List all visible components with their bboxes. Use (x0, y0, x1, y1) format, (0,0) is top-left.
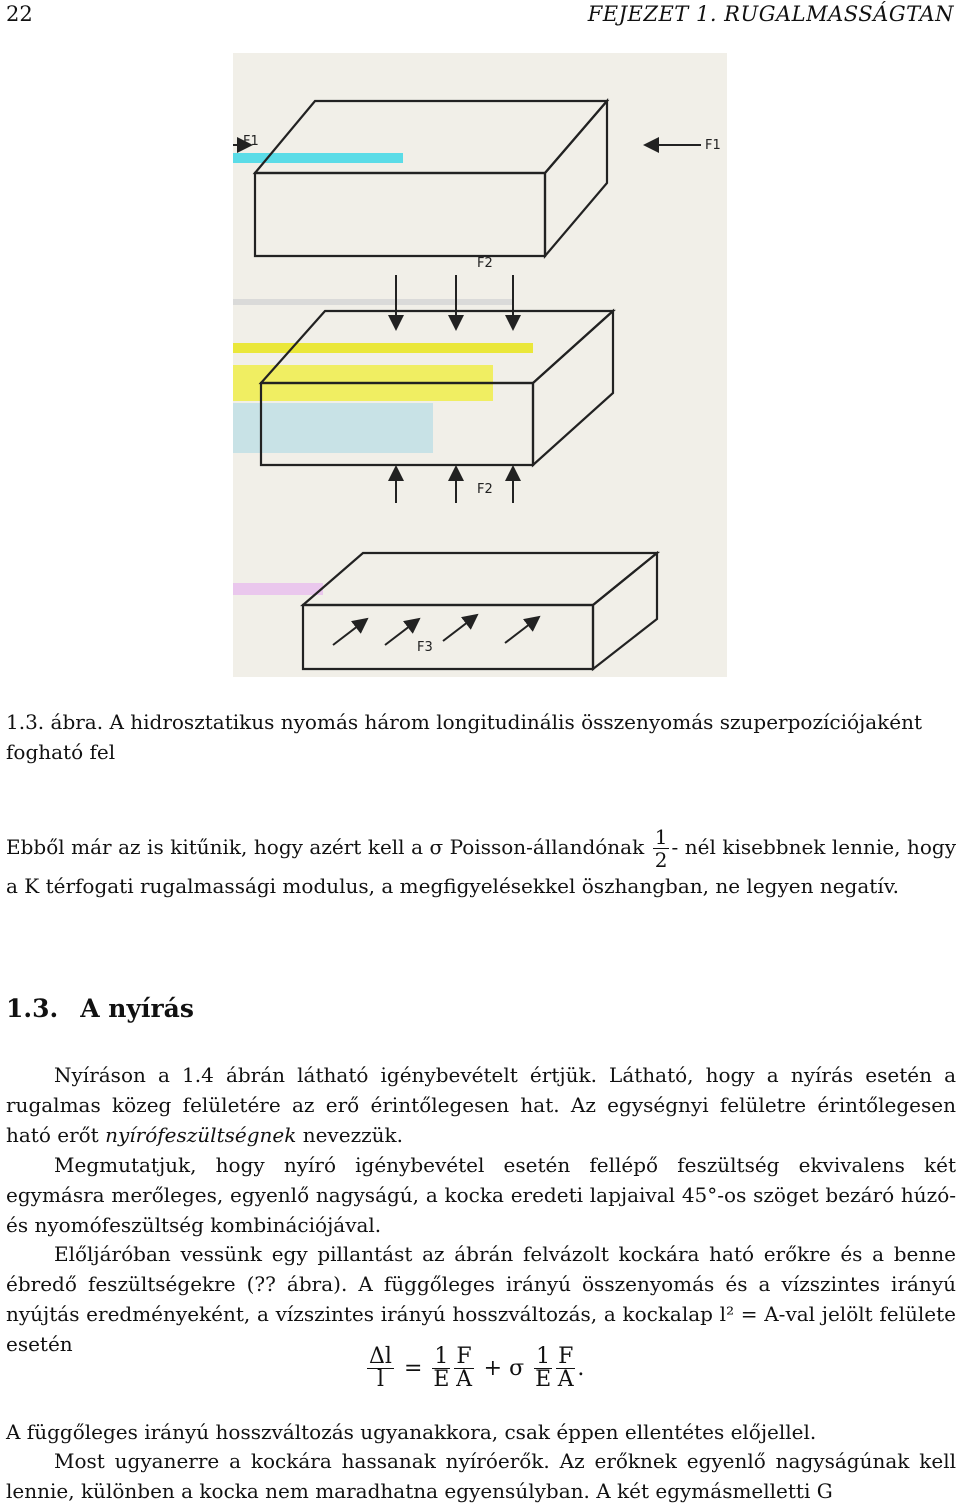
equation-period: . (577, 1356, 585, 1381)
scan-streak (233, 343, 533, 353)
fraction-f-over-a (556, 1346, 575, 1391)
paragraph-text: Most ugyanerre a kockára hassanak nyíróerők. Az erőknek egyenlő nagyságúnak kell lennie, különben a kocka nem maradhatna egyensúlyban. A két egymásmelletti G (6, 1449, 956, 1503)
arrow-f3 (505, 617, 539, 643)
paragraph-text: Nyíráson a 1.4 ábrán látható igénybevételt értjük. Látható, hogy a nyírás esetén a rugalmas közeg felületére az erő érintőlegesen hat. Az egységnyi felületre érintőlegesen ható erőt (6, 1063, 956, 1147)
paragraph-poisson (6, 826, 956, 901)
section-heading (6, 994, 194, 1023)
cube-1 (255, 101, 607, 256)
arrow-f3 (333, 619, 367, 645)
plus-sigma: + σ (483, 1356, 525, 1381)
paragraph-shear-forces (6, 1446, 956, 1506)
fraction-denominator: E (535, 1367, 552, 1392)
fraction-f-over-a (454, 1346, 473, 1391)
label-f2-top: F2 (477, 256, 493, 271)
scan-streak (233, 299, 513, 305)
paragraph-text: nevezzük. (302, 1123, 404, 1147)
label-f3: F3 (417, 640, 433, 655)
paragraph-forces (6, 1239, 956, 1359)
paragraph-text: Előljáróban vessünk egy pillantást az ábrán felvázolt kockára ható erőkre és a benne ébredő feszültségekre (?? ábra). A függőleges irányú összenyomás és a vízszintes irányú nyújtás eredményeként, a vízszintes irányú hosszváltozás, a kockalap l² = A-val jelölt felülete esetén (6, 1242, 956, 1356)
fraction-denominator: l (376, 1367, 384, 1392)
equals-sign: = (403, 1356, 423, 1381)
fraction-numerator: 1 (654, 825, 668, 849)
fraction-numerator: F (456, 1344, 472, 1369)
scan-streak (233, 403, 433, 453)
fraction-one-over-e (534, 1346, 552, 1391)
arrow-f3 (385, 619, 419, 645)
paragraph-shear-definition (6, 1060, 956, 1150)
label-f1-right: F1 (705, 138, 721, 153)
figure-cubes (233, 53, 727, 677)
fraction-numerator: 1 (434, 1344, 449, 1369)
emphasized-term: nyírófeszültségnek (105, 1123, 297, 1147)
figure-drawing (233, 53, 727, 677)
caption-label: 1.3. ábra. (6, 710, 104, 734)
fraction-denominator: E (433, 1367, 450, 1392)
paragraph-text: Ebből már az is kitűnik, hogy azért kell a σ Poisson-állandónak (6, 835, 645, 859)
equation (365, 1346, 584, 1391)
paragraph-text: A függőleges irányú hosszváltozás ugyanakkora, csak éppen ellentétes előjellel. (6, 1420, 817, 1444)
section-number: 1.3. (6, 994, 59, 1023)
fraction-delta-l (367, 1346, 394, 1391)
page-number: 22 (6, 2, 33, 26)
label-f1: F1 (243, 134, 259, 149)
paragraph-text: Megmutatjuk, hogy nyíró igénybevétel esetén fellépő feszültség ekvivalens két egymásra merőleges, egyenlő nagyságú, a kocka eredeti lapjaival 45°-os szöget bezáró húzó-és nyomófeszültség kombinációjával. (6, 1153, 956, 1237)
scan-streak (233, 153, 403, 163)
fraction-one-half (653, 826, 670, 871)
fraction-one-over-e (432, 1346, 450, 1391)
fraction-denominator: A (456, 1367, 472, 1392)
fraction-numerator: F (558, 1344, 574, 1369)
paragraph-equivalence (6, 1150, 956, 1240)
fraction-denominator: 2 (654, 848, 668, 872)
paragraph-vertical-change (6, 1417, 956, 1447)
page-header (0, 0, 960, 30)
section-title: A nyírás (80, 994, 194, 1023)
caption-text: A hidrosztatikus nyomás három longitudinális összenyomás szuperpozíciójaként fogható fel (6, 710, 923, 764)
cube-3 (303, 553, 657, 669)
scan-streak (233, 583, 323, 595)
figure-caption (6, 707, 956, 767)
label-f2-bottom: F2 (477, 482, 493, 497)
fraction-numerator: Δl (369, 1344, 392, 1369)
fraction-numerator: 1 (536, 1344, 551, 1369)
fraction-denominator: A (557, 1367, 574, 1392)
chapter-title: FEJEZET 1. RUGALMASSÁGTAN (587, 2, 954, 26)
paragraph-text: - nél kisebbnek lennie, hogy a K térfogati rugalmassági modulus, a megfigyelésekkel öszhangban, ne legyen negatív. (6, 835, 957, 898)
arrow-f3 (443, 615, 477, 641)
